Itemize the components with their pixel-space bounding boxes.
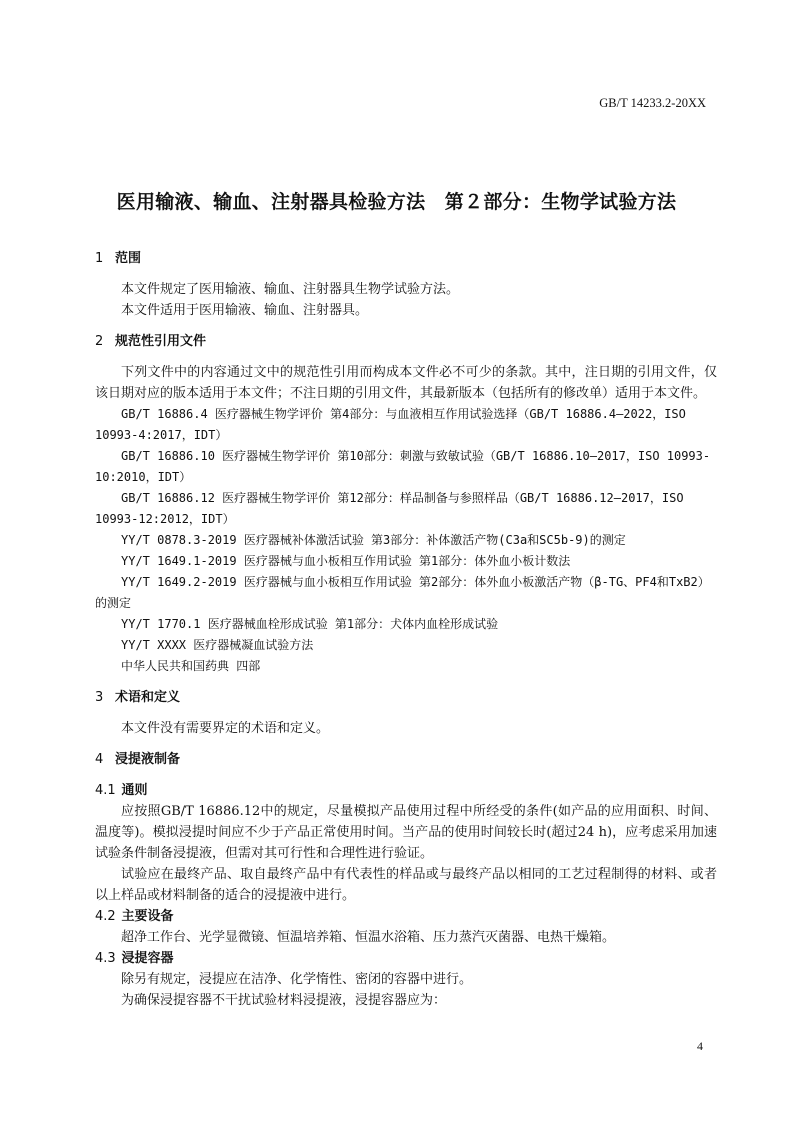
section-title: 规范性引用文件	[115, 334, 207, 349]
paragraph: 为确保浸提容器不干扰试验材料浸提液，浸提容器应为：	[121, 993, 447, 1008]
subsection-number: 4.2	[95, 909, 116, 924]
subsection-heading-4-3	[95, 948, 717, 969]
page-number: 4	[697, 1039, 703, 1053]
section-title: 术语和定义	[115, 690, 181, 705]
section-number: 1	[95, 251, 104, 266]
reference-item: GB/T 16886.12 医疗器械生物学评价 第12部分：样品制备与参照样品（GB/T 16886.12—2017，ISO 10993-12:2012，IDT）	[95, 491, 684, 526]
section-heading-2	[95, 331, 717, 352]
reference-item: YY/T 1770.1 医疗器械血栓形成试验 第1部分：犬体内血栓形成试验	[121, 617, 499, 631]
section-heading-1	[95, 248, 717, 269]
reference-item: GB/T 16886.4 医疗器械生物学评价 第4部分：与血液相互作用试验选择（GB/T 16886.4—2022，ISO 10993-4:2017，IDT）	[95, 407, 686, 442]
document-title: 医用输液、输血、注射器具检验方法 第２部分：生物学试验方法	[116, 191, 677, 213]
paragraph: 本文件规定了医用输液、输血、注射器具生物学试验方法。	[121, 282, 460, 297]
section-title: 浸提液制备	[115, 752, 181, 767]
reference-item: YY/T 1649.2-2019 医疗器械与血小板相互作用试验 第2部分：体外血小板激活产物（β-TG、PF4和TxB2）的测定	[95, 575, 710, 610]
subsection-title: 通则	[121, 783, 148, 798]
subsection-heading-4-2	[95, 906, 717, 927]
section-number: 2	[95, 334, 104, 349]
subsection-heading-4-1	[95, 780, 717, 801]
section-number: 3	[95, 690, 104, 705]
document-body	[95, 248, 717, 1011]
reference-item: YY/T XXXX 医疗器械凝血试验方法	[121, 638, 314, 652]
reference-item: YY/T 0878.3-2019 医疗器械补体激活试验 第3部分：补体激活产物(C3a和SC5b-9)的测定	[121, 533, 626, 547]
section-heading-4	[95, 749, 717, 770]
section-heading-3	[95, 687, 717, 708]
paragraph: 本文件适用于医用输液、输血、注射器具。	[121, 303, 369, 318]
reference-item: YY/T 1649.1-2019 医疗器械与血小板相互作用试验 第1部分：体外血小板计数法	[121, 554, 571, 568]
paragraph: 超净工作台、光学显微镜、恒温培养箱、恒温水浴箱、压力蒸汽灭菌器、电热干燥箱。	[121, 930, 616, 945]
paragraph: 应按照GB/T 16886.12中的规定，尽量模拟产品使用过程中所经受的条件(如产品的应用面积、时间、温度等)。模拟浸提时间应不少于产品正常使用时间。当产品的使用时间较长时(超过24 h)，应考虑采用加速试验条件制备浸提液，但需对其可行性和合理性进行验证。	[95, 804, 717, 861]
section-number: 4	[95, 752, 104, 767]
paragraph: 本文件没有需要界定的术语和定义。	[121, 721, 330, 736]
standard-code: GB/T 14233.2-20XX	[599, 96, 706, 110]
paragraph: 下列文件中的内容通过文中的规范性引用而构成本文件必不可少的条款。其中，注日期的引用文件，仅该日期对应的版本适用于本文件；不注日期的引用文件，其最新版本（包括所有的修改单）适用于本文件。	[95, 365, 717, 401]
paragraph: 除另有规定，浸提应在洁净、化学惰性、密闭的容器中进行。	[121, 972, 473, 987]
subsection-title: 主要设备	[121, 909, 174, 924]
subsection-number: 4.3	[95, 951, 116, 966]
paragraph: 试验应在最终产品、取自最终产品中有代表性的样品或与最终产品以相同的工艺过程制得的材料、或者以上样品或材料制备的适合的浸提液中进行。	[95, 867, 717, 903]
subsection-number: 4.1	[95, 783, 116, 798]
reference-item: 中华人民共和国药典 四部	[121, 659, 261, 673]
section-title: 范围	[115, 251, 142, 266]
subsection-title: 浸提容器	[121, 951, 174, 966]
reference-item: GB/T 16886.10 医疗器械生物学评价 第10部分：刺激与致敏试验（GB/T 16886.10—2017，ISO 10993-10:2010，IDT）	[95, 449, 711, 484]
